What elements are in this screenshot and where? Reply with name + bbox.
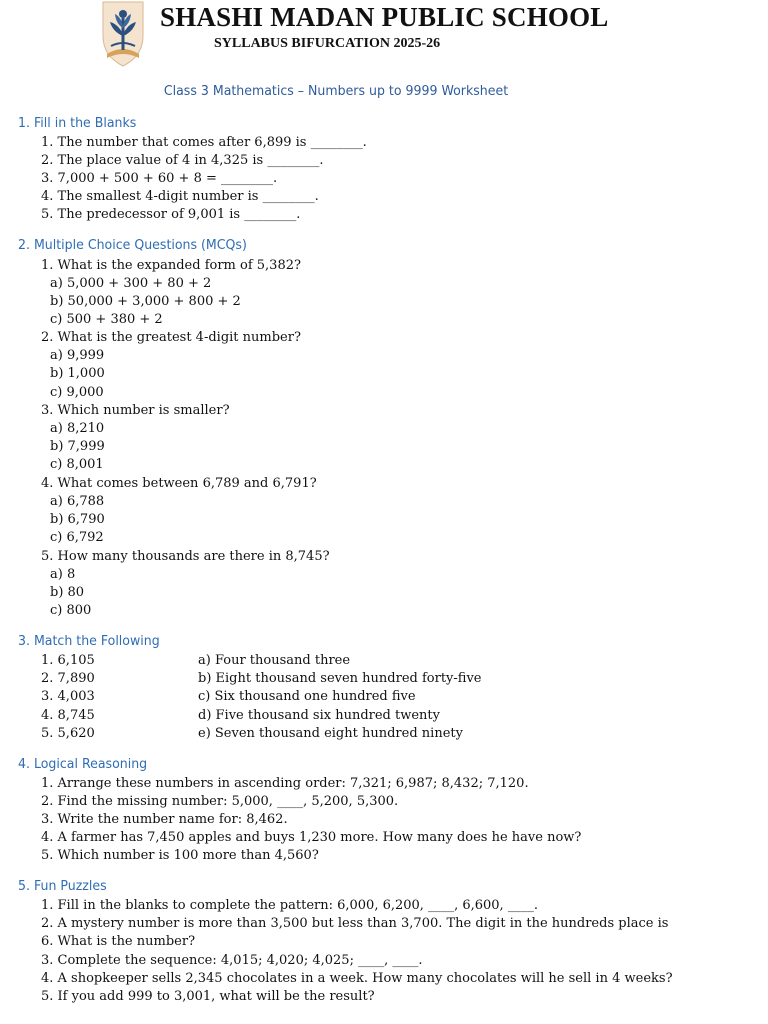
worksheet-title: Class 3 Mathematics – Numbers up to 9999 Worksheet xyxy=(163,83,509,99)
section-heading-mcq: 2. Multiple Choice Questions (MCQs) xyxy=(18,237,247,253)
reasoning-item: 2. Find the missing number: 5,000, ____, 5,200, 5,300. xyxy=(41,794,399,809)
mcq-option: c) 500 + 380 + 2 xyxy=(50,312,163,327)
match-right-item: c) Six thousand one hundred five xyxy=(198,689,416,704)
mcq-option: c) 6,792 xyxy=(50,530,104,545)
mcq-option: b) 80 xyxy=(50,585,85,600)
reasoning-item: 4. A farmer has 7,450 apples and buys 1,230 more. How many does he have now? xyxy=(41,830,582,845)
mcq-option: c) 8,001 xyxy=(50,457,104,472)
mcq-option: b) 1,000 xyxy=(50,366,105,381)
puzzle-item: 4. A shopkeeper sells 2,345 chocolates in a week. How many chocolates will he sell in 4 weeks? xyxy=(41,971,673,986)
mcq-option: c) 9,000 xyxy=(50,385,104,400)
section-heading-fill-blanks: 1. Fill in the Blanks xyxy=(18,115,137,131)
section-heading-reasoning: 4. Logical Reasoning xyxy=(18,756,148,772)
puzzle-item: 1. Fill in the blanks to complete the pattern: 6,000, 6,200, ____, 6,600, ____. xyxy=(41,898,538,913)
puzzle-item: 3. Complete the sequence: 4,015; 4,020; 4,025; ____, ____. xyxy=(41,953,423,968)
fill-blank-item: 4. The smallest 4-digit number is ________. xyxy=(41,189,319,204)
section-heading-puzzles: 5. Fun Puzzles xyxy=(18,878,107,894)
mcq-option: a) 9,999 xyxy=(50,348,105,363)
match-left-item: 3. 4,003 xyxy=(41,689,95,704)
mcq-option: b) 7,999 xyxy=(50,439,105,454)
mcq-option: b) 6,790 xyxy=(50,512,105,527)
school-crest-icon xyxy=(97,0,149,68)
school-name: SHASHI MADAN PUBLIC SCHOOL xyxy=(160,2,609,32)
puzzle-item: 6. What is the number? xyxy=(41,934,196,949)
reasoning-item: 3. Write the number name for: 8,462. xyxy=(41,812,288,827)
match-right-item: d) Five thousand six hundred twenty xyxy=(198,708,440,723)
match-right-item: b) Eight thousand seven hundred forty-five xyxy=(198,671,482,686)
puzzle-item: 2. A mystery number is more than 3,500 but less than 3,700. The digit in the hundreds place is xyxy=(41,916,669,931)
match-left-item: 1. 6,105 xyxy=(41,653,95,668)
fill-blank-item: 3. 7,000 + 500 + 60 + 8 = ________. xyxy=(41,171,278,186)
mcq-question: 5. How many thousands are there in 8,745? xyxy=(41,549,330,564)
mcq-question: 3. Which number is smaller? xyxy=(41,403,230,418)
mcq-option: a) 5,000 + 300 + 80 + 2 xyxy=(50,276,212,291)
match-right-item: e) Seven thousand eight hundred ninety xyxy=(198,726,463,741)
syllabus-subtitle: SYLLABUS BIFURCATION 2025-26 xyxy=(214,36,441,51)
mcq-option: c) 800 xyxy=(50,603,92,618)
match-left-item: 2. 7,890 xyxy=(41,671,95,686)
fill-blank-item: 2. The place value of 4 in 4,325 is ________. xyxy=(41,153,324,168)
mcq-option: b) 50,000 + 3,000 + 800 + 2 xyxy=(50,294,241,309)
mcq-option: a) 6,788 xyxy=(50,494,105,509)
match-left-item: 4. 8,745 xyxy=(41,708,95,723)
section-heading-match: 3. Match the Following xyxy=(18,633,160,649)
mcq-question: 4. What comes between 6,789 and 6,791? xyxy=(41,476,317,491)
fill-blank-item: 5. The predecessor of 9,001 is ________. xyxy=(41,207,301,222)
reasoning-item: 5. Which number is 100 more than 4,560? xyxy=(41,848,319,863)
fill-blank-item: 1. The number that comes after 6,899 is ________. xyxy=(41,135,367,150)
mcq-question: 1. What is the expanded form of 5,382? xyxy=(41,258,301,273)
mcq-question: 2. What is the greatest 4-digit number? xyxy=(41,330,301,345)
mcq-option: a) 8,210 xyxy=(50,421,105,436)
reasoning-item: 1. Arrange these numbers in ascending order: 7,321; 6,987; 8,432; 7,120. xyxy=(41,776,529,791)
match-right-item: a) Four thousand three xyxy=(198,653,351,668)
puzzle-item: 5. If you add 999 to 3,001, what will be the result? xyxy=(41,989,375,1004)
match-left-item: 5. 5,620 xyxy=(41,726,95,741)
mcq-option: a) 8 xyxy=(50,567,76,582)
